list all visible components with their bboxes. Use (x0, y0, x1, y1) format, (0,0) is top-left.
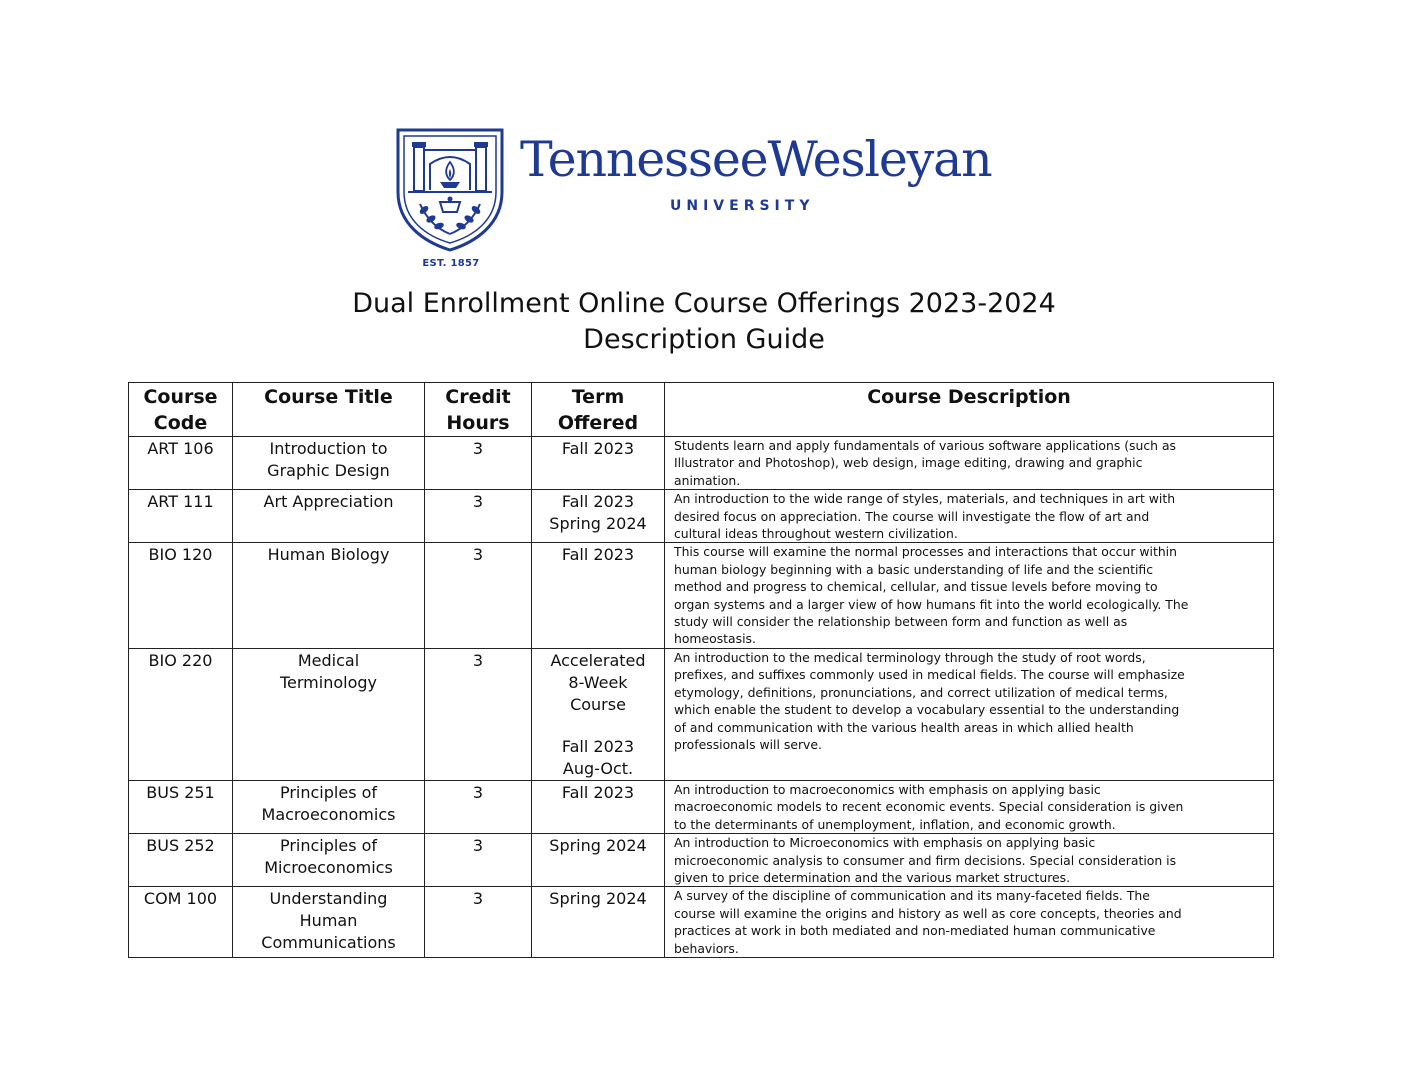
term-offered: Spring 2024 (532, 834, 665, 887)
course-code: BIO 120 (129, 543, 233, 648)
document-title-line2: Description Guide (583, 324, 825, 355)
credit-hours: 3 (425, 834, 532, 887)
course-title: Understanding Human Communications (233, 887, 425, 958)
term-offered: Accelerated 8-Week Course Fall 2023 Aug-Oct. (532, 648, 665, 780)
university-logo (394, 126, 1024, 276)
table-header-row (129, 383, 1274, 437)
table-row (129, 834, 1274, 887)
document-title-line1: Dual Enrollment Online Course Offerings 2023-2024 (352, 288, 1056, 319)
term-offered: Fall 2023 (532, 780, 665, 833)
table-row (129, 490, 1274, 543)
term-offered: Spring 2024 (532, 887, 665, 958)
header-course-code: Course Code (129, 383, 233, 437)
course-description: A survey of the discipline of communication and its many-faceted fields. The course will examine the origins and history as well as core concepts, theories and practices at work in both mediated and non-mediated human communicative behaviors. (665, 887, 1274, 958)
course-code: COM 100 (129, 887, 233, 958)
course-title: Principles of Macroeconomics (233, 780, 425, 833)
table-row (129, 887, 1274, 958)
course-title: Principles of Microeconomics (233, 834, 425, 887)
table-row (129, 437, 1274, 490)
table-row (129, 780, 1274, 833)
term-offered: Fall 2023 Spring 2024 (532, 490, 665, 543)
credit-hours: 3 (425, 437, 532, 490)
credit-hours: 3 (425, 648, 532, 780)
course-title: Art Appreciation (233, 490, 425, 543)
course-code: ART 111 (129, 490, 233, 543)
term-offered: Fall 2023 (532, 437, 665, 490)
university-subtitle: UNIVERSITY (670, 198, 815, 214)
course-title: Medical Terminology (233, 648, 425, 780)
course-description: An introduction to the wide range of styles, materials, and techniques in art with desired focus on appreciation. The course will investigate the flow of art and cultural ideas throughout western civilization. (665, 490, 1274, 543)
course-description: An introduction to macroeconomics with emphasis on applying basic macroeconomic models to recent economic events. Special consideration is given to the determinants of unemployment, inflation, and economic growth. (665, 780, 1274, 833)
table-row (129, 543, 1274, 648)
credit-hours: 3 (425, 887, 532, 958)
table-row (129, 648, 1274, 780)
university-wordmark: TennesseeWesleyan (520, 131, 992, 188)
header-course-description: Course Description (665, 383, 1274, 437)
credit-hours: 3 (425, 543, 532, 648)
document-title (0, 286, 1408, 358)
course-description: An introduction to the medical terminology through the study of root words, prefixes, and suffixes commonly used in medical fields. The course will emphasize etymology, definitions, pronunciations, and correct utilization of medical terms, which enable the student to develop a vocabulary essential to the understanding of and communication with the various health areas in which allied health professionals will serve. (665, 648, 1274, 780)
course-description: An introduction to Microeconomics with emphasis on applying basic microeconomic analysis to consumer and firm decisions. Special consideration is given to price determination and the various market structures. (665, 834, 1274, 887)
course-title: Introduction to Graphic Design (233, 437, 425, 490)
course-code: BIO 220 (129, 648, 233, 780)
course-description: Students learn and apply fundamentals of various software applications (such as Illustrator and Photoshop), web design, image editing, drawing and graphic animation. (665, 437, 1274, 490)
credit-hours: 3 (425, 780, 532, 833)
course-code: BUS 251 (129, 780, 233, 833)
course-code: ART 106 (129, 437, 233, 490)
course-code: BUS 252 (129, 834, 233, 887)
university-crest-icon (394, 126, 506, 254)
header-term-offered: Term Offered (532, 383, 665, 437)
header-credit-hours: Credit Hours (425, 383, 532, 437)
header-course-title: Course Title (233, 383, 425, 437)
course-offerings-table (128, 382, 1274, 958)
established-year: EST. 1857 (422, 258, 480, 269)
course-description: This course will examine the normal processes and interactions that occur within human biology beginning with a basic understanding of life and the scientific method and progress to chemical, cellular, and tissue levels before moving to organ systems and a larger view of how humans fit into the world ecologically. The study will consider the relationship between form and function as well as homeostasis. (665, 543, 1274, 648)
credit-hours: 3 (425, 490, 532, 543)
course-title: Human Biology (233, 543, 425, 648)
term-offered: Fall 2023 (532, 543, 665, 648)
